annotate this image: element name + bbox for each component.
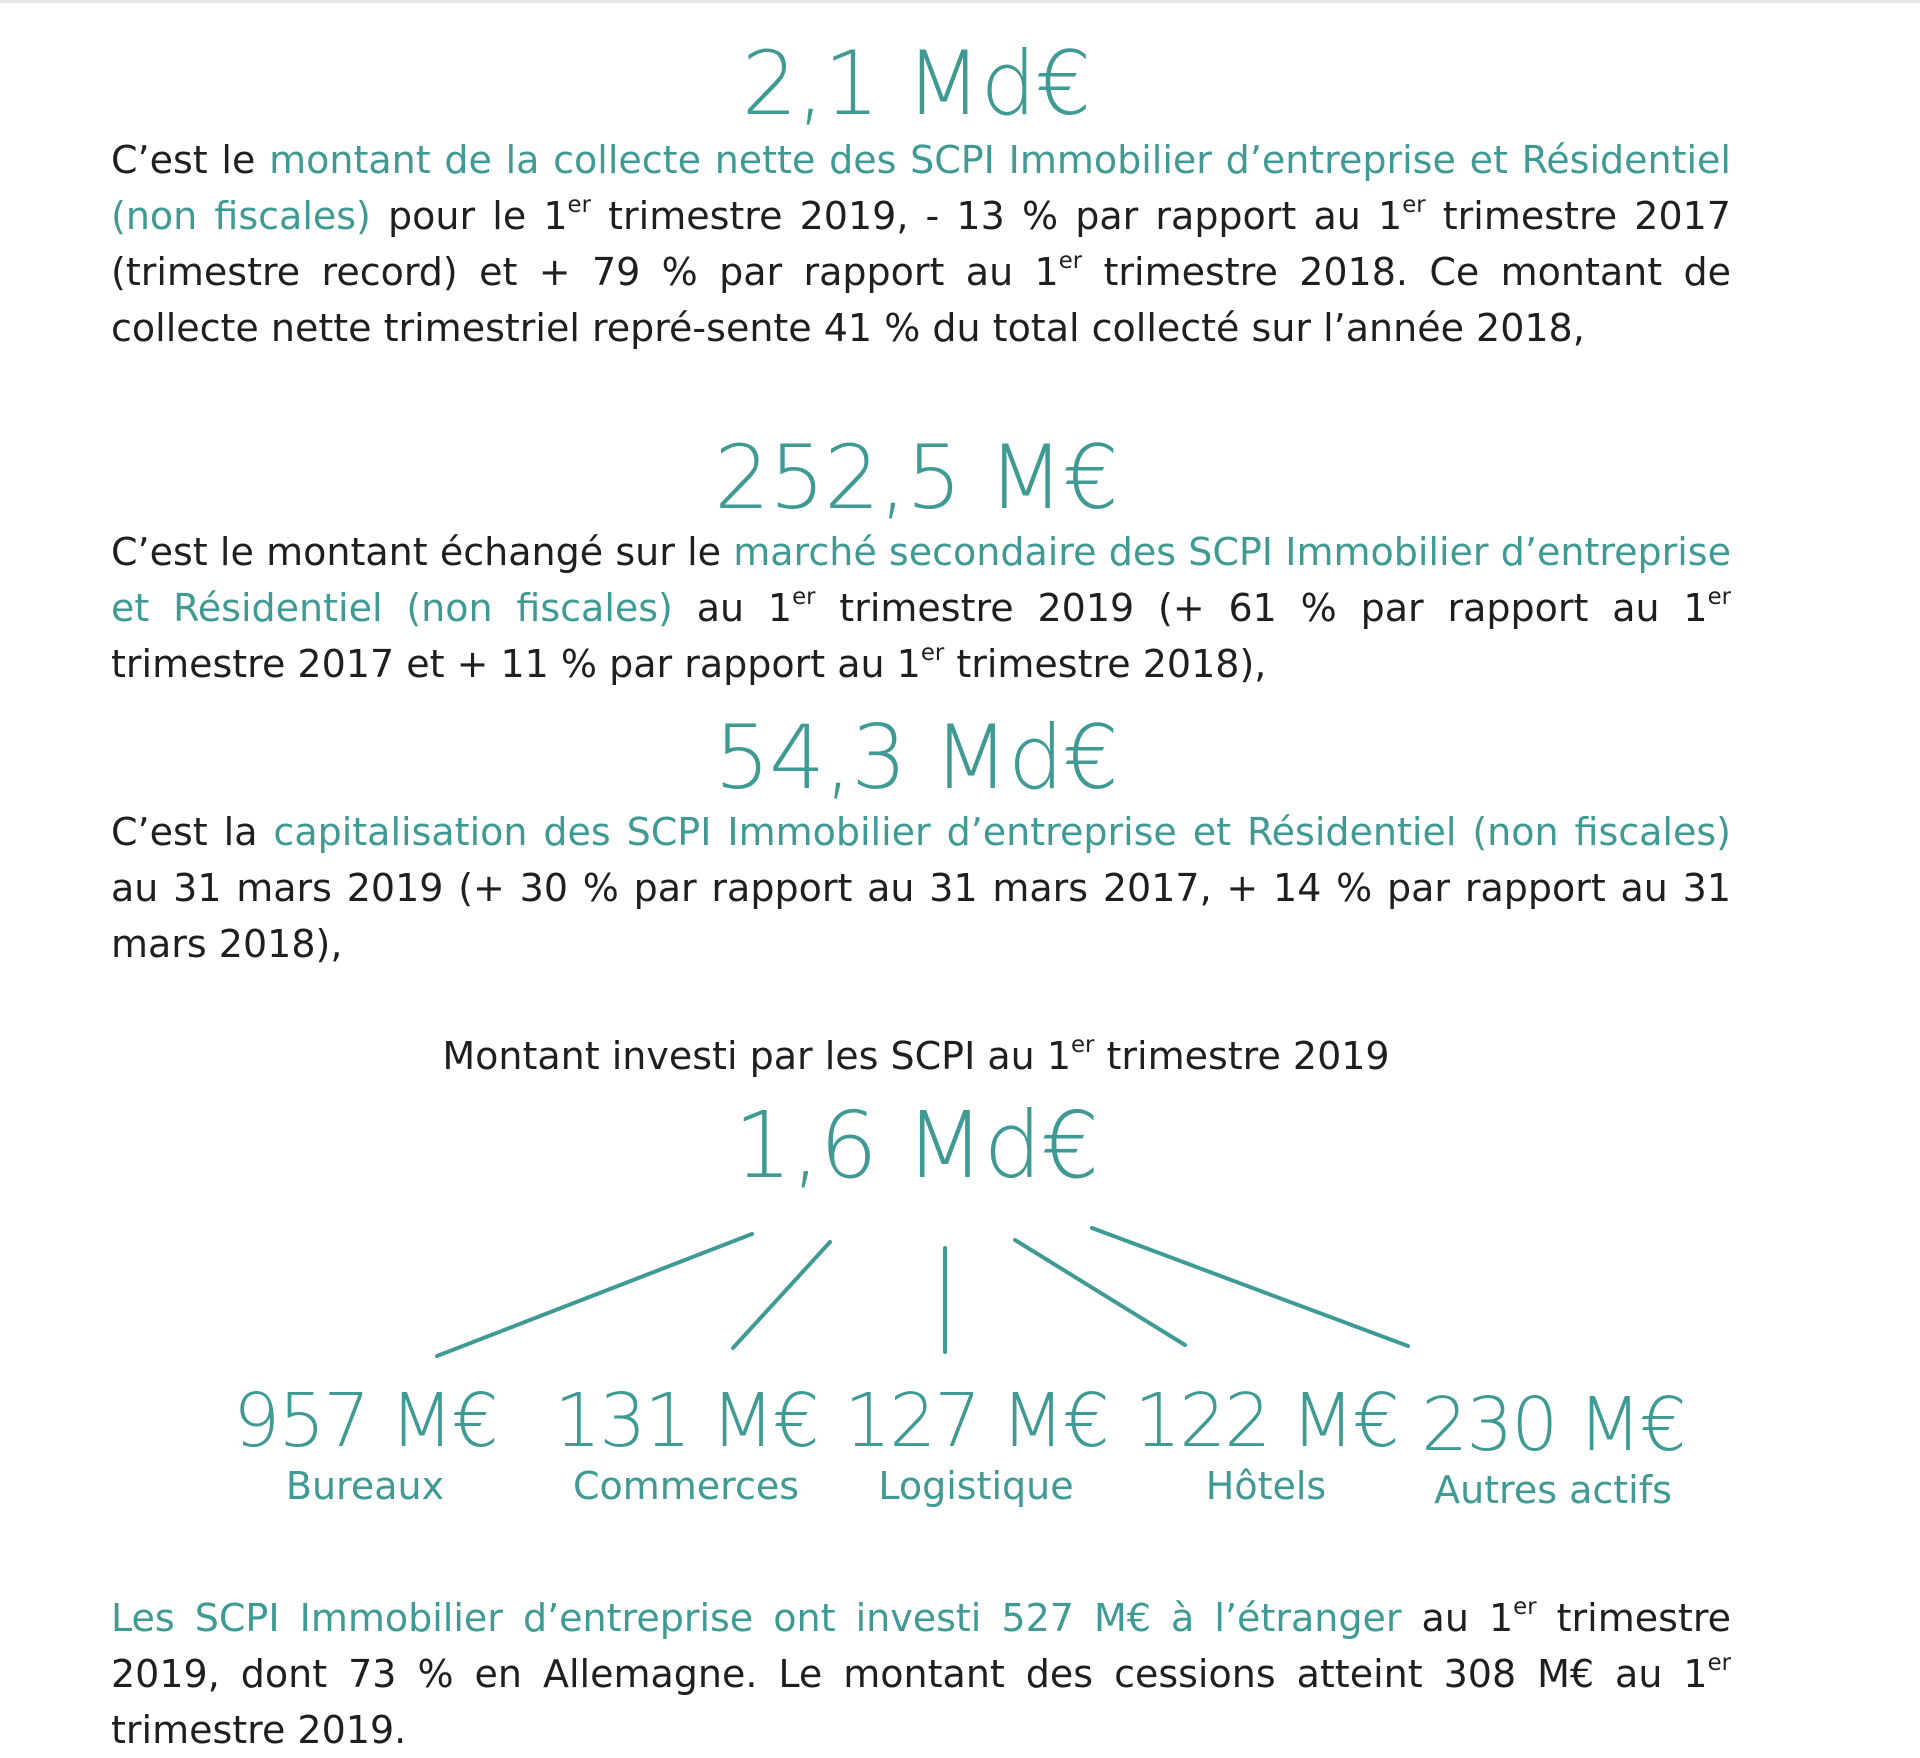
investment-caption: Montant investi par les SCPI au 1er trimestre 2019 [442, 1031, 1390, 1078]
category-amount: 957 M€ [233, 1378, 497, 1464]
stat-collecte-value: 2,1 Md€ [741, 32, 1091, 135]
category-amount: 230 M€ [1421, 1382, 1685, 1468]
category-label: Hôtels [1205, 1464, 1327, 1508]
category-bureaux [215, 1378, 515, 1510]
category-hotels [1116, 1378, 1416, 1510]
connector-line-commerces [733, 1242, 830, 1348]
top-divider [0, 0, 1920, 3]
stat-capitalisation-text: C’est la capitalisation des SCPI Immobilier d’entreprise et Résidentiel (non fiscales) au 31 mars 2019 (+ 30 % par rapport au 31 mars 2017, + 14 % par rapport au 31 mars 2018), [111, 810, 1731, 966]
connector-line-hotels [1015, 1240, 1185, 1345]
category-label: Logistique [878, 1464, 1074, 1508]
connector-line-bureaux [437, 1234, 752, 1356]
footer-highlight: Les SCPI Immobilier d’entreprise ont investi 527 M€ à l’étranger [111, 1596, 1402, 1640]
stat-marche-secondaire-text: C’est le montant échangé sur le marché secondaire des SCPI Immobilier d’entreprise et Résidentiel (non fiscales) au 1er trimestre 2019 (+ 61 % par rapport au 1er trimestre 2017 et + 11 % par rapport au 1er trimestre 2018), [111, 530, 1731, 686]
stat-collecte-highlight: montant de la collecte nette des SCPI Immobilier d’entreprise et Résidentiel (non fiscales) [111, 138, 1731, 238]
category-commerces [536, 1378, 836, 1510]
category-logistique [826, 1378, 1126, 1510]
category-amount: 122 M€ [1134, 1378, 1398, 1464]
connector-line-autres [1092, 1228, 1408, 1346]
stat-marche-secondaire-value: 252,5 M€ [714, 426, 1118, 529]
footer-text: Les SCPI Immobilier d’entreprise ont investi 527 M€ à l’étranger au 1er trimestre 2019, dont 73 % en Allemagne. Le montant des cessions atteint 308 M€ au 1er trimestre 2019. [111, 1593, 1731, 1752]
category-amount: 131 M€ [554, 1378, 818, 1464]
stat-capitalisation-highlight: capitalisation des SCPI Immobilier d’entreprise et Résidentiel (non fiscales) [273, 810, 1731, 854]
stat-marche-secondaire-highlight: marché secondaire des SCPI Immobilier d’entreprise et Résidentiel (non fiscales) [111, 530, 1731, 630]
category-amount: 127 M€ [844, 1378, 1108, 1464]
investment-total: 1,6 Md€ [733, 1092, 1099, 1199]
category-label: Commerces [572, 1464, 800, 1508]
stat-collecte-text: C’est le montant de la collecte nette des SCPI Immobilier d’entreprise et Résidentiel (non fiscales) pour le 1er trimestre 2019, - 13 % par rapport au 1er trimestre 2017 (trimestre record) et + 79 % par rapport au 1er trimestre 2018. Ce montant de collecte nette trimestriel repré-sente 41 % du total collecté sur l’année 2018, [111, 138, 1731, 350]
stat-capitalisation-value: 54,3 Md€ [714, 706, 1118, 809]
category-label: Autres actifs [1434, 1468, 1672, 1512]
category-label: Bureaux [285, 1464, 445, 1508]
category-autres-actifs [1403, 1382, 1703, 1514]
